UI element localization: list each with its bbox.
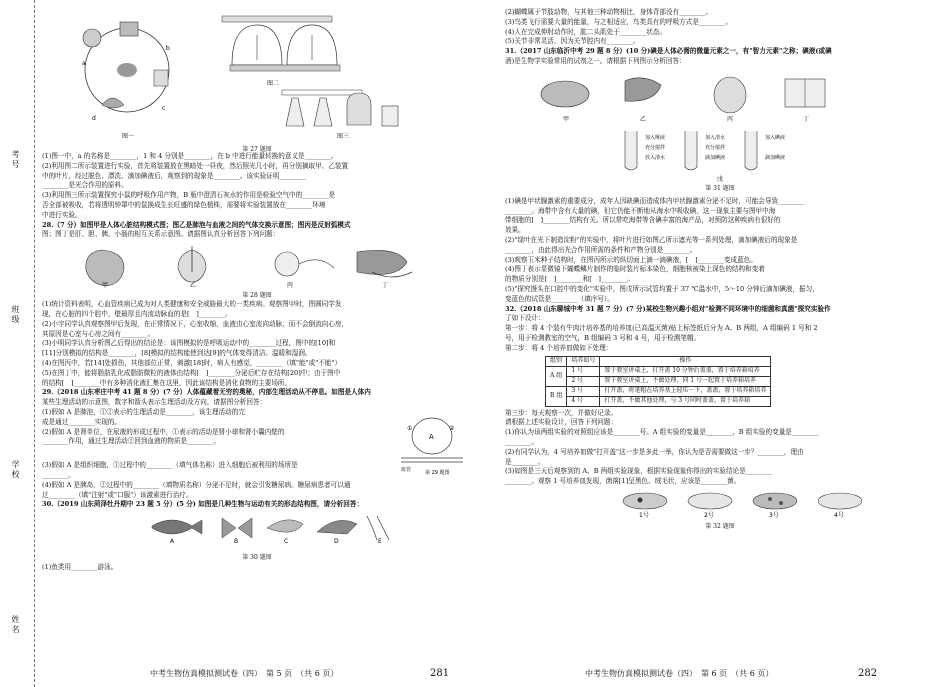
figure-31 [505, 69, 935, 195]
fig27-label-a: a [82, 60, 86, 67]
fig27-caption-3: 图三 [337, 133, 350, 140]
q28-sub-9: 的结构[ ]________中有多种消化液汇集在这里，因此该结构是消化食物的主要场所。 [42, 378, 292, 387]
table-cell: 置于教室讲桌上，不做处理，同 1 号一起置于培养箱培养 [600, 376, 771, 386]
table-header-cell: 培养皿号 [567, 356, 600, 366]
q28-sub-8: (5)在图丁中，能将脂肪乳化成脂肪微粒的液体由结构[ ]________分泌后贮存在结构[20]中；由于图中 [42, 368, 341, 377]
q29-line-4: 成是通过________实现的。 [42, 417, 122, 426]
table-cell-group: A 组 [546, 366, 567, 386]
q31-line-1: 31.（2017 山东临沂中考 29 题 8 分）(10 分)碘是人体必需的微量元素之一，有"智力元素"之称；碘液(或碘 [505, 47, 832, 56]
q32-sub-4: ________。 [505, 437, 538, 446]
q31-line-2: 酒)是生物学实验常用的试剂之一。请根据下列图示分析回答： [505, 56, 686, 65]
figure-28 [42, 242, 472, 298]
q28-line-2: 图；图丁是肝、胆、胰、小肠的相互关系示意图。请据图认真分析回答下列问题： [42, 230, 280, 239]
figure-32-caption: 第 32 题图 [705, 522, 735, 530]
fig27-caption-1: 图一 [122, 133, 135, 140]
q32-line-5: 第二步：将 4 个培养皿做如下处理： [505, 343, 613, 352]
q28-sub-5: (3)小明同学认真分析图乙后得出的结论是：该图模拟的是呼吸运动中的________过程，图中的[10]和 [42, 339, 336, 348]
q28-line-1: 28.（7 分）如图甲是人体心脏结构模式图；图乙是肺泡与血液之间的气体交换示意图；图丙是反射弧模式 [42, 220, 351, 229]
fig31-label-jia: 甲 [563, 115, 570, 123]
q31-sub-1: (1)碘是甲状腺激素的重要成分，成年人因缺碘而造成体内甲状腺激素分泌不足时，可能会导致________ [505, 196, 805, 205]
q28-sub-3: (2)小宇同学认真观察图甲后发现，在正常情况下，心室收缩，血液由心室流向动脉，而不会倒流向心房， [42, 319, 349, 328]
fig27-label-b: b [166, 45, 170, 52]
q31-sub-4: 效果。 [505, 226, 525, 235]
q29-line-8: ________。 [42, 470, 75, 479]
fig28-label-jia: 甲 [102, 282, 109, 289]
figure-27-illustration [42, 10, 472, 142]
fig31-step-3: 放入清水 [645, 154, 666, 161]
fig29-label-2: ② [449, 424, 455, 432]
fig31-label-ding: 丁 [803, 115, 810, 123]
fig28-label-ding: 丁 [382, 282, 389, 289]
q29-line-6: ________作用，通过生理活动②回到血液的物质是________。 [42, 437, 221, 446]
q31-sub-8: (4)图丁表示显微镜下蝴蝶鳞片制作的临时装片标本染色，细胞核被染上深色的结构和变着 [505, 265, 765, 274]
figure-31-illustration [505, 69, 935, 187]
fig28-label-yi: 乙 [190, 282, 197, 289]
fig30-label-d: D [334, 538, 339, 545]
table-row [546, 366, 771, 376]
fig31-step-1: 加入唾液 [645, 134, 666, 141]
fig30-label-c: C [284, 538, 289, 545]
q32-table [545, 356, 771, 407]
q31-sub-10: (5)"探究馒头在口腔中的变化"实验中，图戊所示试管均置于 37 ℃温水中，5～10 分钟后滴加碘液，振匀， [505, 284, 819, 293]
binding-sidebar [0, 0, 35, 687]
fig27-label-c: c [162, 105, 166, 112]
q29-line-9: (4)假如 A 是胰岛，②过程中的________（填物质名称）分泌不足时，就会引发糖尿病。糖尿病患者可以通 [42, 480, 351, 489]
fig30-label-a: A [170, 538, 175, 545]
figure-30-caption: 第 30 题图 [242, 554, 272, 562]
fig31-label-bing: 丙 [727, 115, 734, 123]
q27-line-5: (3)利用图三所示装置探究小鼠的呼吸作用产物，B 瓶中澄清石灰水的作用是检验空气中的________是 [42, 191, 336, 200]
page-left [42, 8, 472, 573]
table-cell: 打开盖，将笔帽在培养基上轻压一下，盖盖，置于培养箱培养 [600, 386, 771, 396]
fig27-label-d: d [92, 115, 96, 122]
table-cell: 打开盖，不做其他处理，与 3 号同时盖盖，置于培养箱 [600, 396, 771, 406]
page-number-left: 281 [430, 668, 450, 679]
q32-line-2: 了如下设计： [505, 314, 545, 323]
fig29-caption: 第 29 题图 [425, 469, 450, 476]
q30-cont-2: (2)蝴蝶属于节肢动物，与其他三种动物相比，身体背部没有________。 [505, 8, 713, 16]
q28-sub-6: [11]分别模拟的结构是________，[8]模拟的结构能使到达[9]的气体变得清洁、温暖和湿润。 [42, 349, 312, 358]
q29-line-7: (3)假如 A 是组织细胞，①过程中的________（填气体名称）进入细胞后被利用的场所是 [42, 461, 298, 470]
q32-sub-1: 第三步：每天观察一次，并做好记录。 [505, 408, 618, 417]
figure-28-illustration [42, 242, 472, 288]
q28-sub-1: (1)统计资料表明，心血管疾病已成为对人类健康和安全威胁最大的一类疾病。观察图甲时，图圆同学发 [42, 300, 342, 309]
fig31-step-5: 充分搅拌 [705, 144, 726, 151]
q32-sub-7: (3)如图是三天后观察到的 A、B 两组实验现象，根据实验现象你得出的实验结论是________ [505, 467, 773, 476]
figure-32 [505, 489, 935, 521]
q28-sub-2: 现，在心脏的四个腔中，壁最厚且内流动脉血的是[ ]________。 [42, 309, 232, 318]
q29-line-5: (2)假如 A 是肾单位，在尿液的形成过程中，①表示的活动是肾小球和肾小囊内壁的 [42, 427, 285, 436]
figure-29 [397, 410, 467, 476]
table-row [546, 376, 771, 386]
fig29-label-blood: 血管 [401, 466, 412, 473]
q31-sub-6: ________，由此得出光合作用所需的条件和产物分别是________。 [505, 245, 697, 254]
fig31-step-6: 滴加碘液 [705, 154, 726, 161]
figure-30 [42, 512, 472, 552]
fig31-step-4: 加入清水 [705, 134, 726, 141]
q32-sub-8: ________。观察 1 号培养皿发现，菌落[1]呈黑色、绒毛状，应该是________菌。 [505, 477, 741, 486]
fig31-step-8: 滴加碘液 [765, 154, 786, 161]
fig31-step-7: 加入碘液 [765, 134, 786, 141]
q30-cont-4: (4)人在完成伸肘动作时，肱二头肌处于________状态。 [505, 27, 666, 36]
fig31-step-2: 充分搅拌 [645, 144, 666, 151]
q30-cont-3: (3)鸟类飞行需要大量的能量，与之相适应，鸟类具有的呼吸方式是________。 [505, 17, 732, 26]
footer-right: 中考生物仿真模拟测试卷（四） 第 6 页 （共 6 页） [585, 669, 774, 678]
fig27-caption-2: 图二 [267, 80, 280, 87]
q30-cont-5: (5)关节非常灵活，因为关节腔内有________。 [505, 37, 640, 46]
table-cell: 置于教室讲桌上，打开盖 10 分钟后盖盖，置于培养箱培养 [600, 366, 771, 376]
q27-line-1: (1)图一中，a 的名称是________，1 和 4 分别是________，在 b 中进行能量转换的意义是________。 [42, 152, 338, 160]
label-school: 学校 [11, 460, 20, 480]
q29-line-2: 某些生理活动的示意图，数字和箭头表示生理活动及方向，请据图分析回答： [42, 398, 267, 407]
q27-line-6: 否全部被吸收，若将透明钟罩中的鼠换成生长旺盛的绿色植株，需要将实验装置放在________环境 [42, 200, 326, 209]
q29-spacer [42, 447, 372, 461]
figure-30-illustration [42, 512, 472, 544]
q31-sub-3: 带细胞的[ ]________结构有关。所以常吃海带等含碘丰富的海产品，对预防这种疾病有很好的 [505, 216, 781, 225]
q27-line-3: 中的叶片，经过脱色、漂洗、滴加碘液后，观察到的现象是________。该实验证明________ [42, 171, 306, 180]
q27-line-4: ________是光合作用的原料。 [42, 181, 128, 190]
table-row [546, 396, 771, 406]
label-class: 班级 [11, 305, 20, 325]
table-header-row [546, 356, 771, 366]
fig28-label-bing: 丙 [287, 282, 294, 289]
label-exam-number: 考号 [11, 150, 20, 170]
figure-27-caption: 第 27 题图 [242, 145, 272, 153]
figure-28-caption: 第 28 题图 [242, 291, 272, 299]
q31-sub-7: (3)观察玉米种子结构时，在图丙所示的纵切面上滴一滴碘液，[ ]________变成蓝色。 [505, 255, 757, 264]
q27-line-7: 中进行实验。 [42, 210, 82, 219]
q32-sub-5: (2)有同学认为，4 号培养皿做"打开盖"这一步是多此一举，你认为是否需要做这一步？________，理由 [505, 447, 804, 456]
table-cell: 1 号 [567, 366, 600, 376]
q32-line-4: 号，用于检测教室的空气，B 组编码 3 号和 4 号，用于检测笔帽。 [505, 333, 701, 342]
fig31-label-wu: 戊 [717, 175, 724, 183]
page-number-right: 282 [858, 668, 878, 679]
fig30-label-e: E [378, 538, 382, 545]
fig31-label-yi: 乙 [640, 115, 647, 123]
q32-sub-6: 是________。 [505, 457, 545, 466]
petri-dishes [505, 489, 935, 519]
q27-line-2: (2)利用图二所示装置进行实验，首先将装置放在黑暗处一昼夜，然后照光几小时，再分别摘取甲、乙装置 [42, 161, 349, 170]
dish-label-1: 1号 [639, 511, 649, 519]
figure-27 [42, 10, 472, 153]
q31-sub-5: (2)"绿叶在光下制造淀粉"的实验中，将叶片进行如图乙所示遮光等一系列处理，滴加碘液后的现象是 [505, 235, 798, 244]
dish-label-2: 2号 [704, 511, 714, 519]
q29-body [42, 408, 472, 481]
q28-sub-7: (4)在图丙中，若[14]处损伤，其他部位正常，刺激[18]时，病人有感觉，________（填"能"或"不能"） [42, 358, 342, 367]
table-cell: 2 号 [567, 376, 600, 386]
q31-sub-9: 的物质分别是[ ]________和[ ]________。 [505, 275, 634, 284]
page-right [505, 8, 935, 532]
fig29-label-a: A [429, 432, 434, 441]
footer-left: 中考生物仿真模拟测试卷（四） 第 5 页 （共 6 页） [150, 669, 339, 678]
q32-line-1: 32.（2018 山东聊城中考 31 题 7 分）(7 分)某校生物兴趣小组对"检测不同环境中的细菌和真菌"探究实验作 [505, 304, 831, 313]
q29-line-10: 过________（填"注射"或"口服"）该激素进行治疗。 [42, 490, 193, 499]
fig29-label-1: ① [407, 424, 413, 432]
q31-sub-2: ________。海带中含有大量的碘，但它仍能不断地从海水中吸收碘，这一现象主要与图甲中海 [505, 206, 776, 215]
fig30-label-b: B [234, 538, 239, 545]
table-header-cell: 组别 [546, 356, 567, 366]
q30-line-1: 30.（2019 山东菏泽牡丹期中 23 题 5 分）(5 分) 如图是几种生物与运动有关的形态结构图，请分析回答： [42, 500, 364, 509]
figure-31-caption: 第 31 题图 [705, 184, 735, 192]
table-cell: 4 号 [567, 396, 600, 406]
table-row [546, 386, 771, 396]
q29-line-3: (1)假如 A 是肺泡，①②表示的生理活动是________，该生理活动的完 [42, 407, 245, 416]
dish-label-3: 3号 [769, 511, 779, 519]
q28-sub-4: 其原因是心室与心房之间有________。 [42, 329, 155, 338]
q32-line-3: 第一步：将 4 个装有牛肉汁培养基的培养皿(已高温灭菌)贴上标签纸后分为 A、B 两组，A 组编码 1 号和 2 [505, 324, 818, 333]
q30-sub-1: (1)鱼类用________游泳。 [42, 562, 118, 571]
q31-sub-11: 变蓝色的试管是________（填序号）。 [505, 294, 614, 303]
q32-sub-2: 请根据上述实验设计，回答下列问题： [505, 418, 618, 427]
dish-label-4: 4号 [834, 511, 844, 519]
q32-sub-3: (1)你认为该两组实验的对照组应该是________号。A 组实验的变量是________，B 组实验的变量是________ [505, 428, 819, 437]
label-name: 姓名 [11, 615, 20, 635]
table-header-cell: 操作 [600, 356, 771, 366]
table-cell: 3 号 [567, 386, 600, 396]
table-cell-group: B 组 [546, 386, 567, 406]
q29-line-1: 29.（2018 山东枣庄中考 41 题 8 分）(7 分）人体蕴藏着无穷的奥秘，内部生理活动从不停息。如图是人体内 [42, 388, 371, 397]
